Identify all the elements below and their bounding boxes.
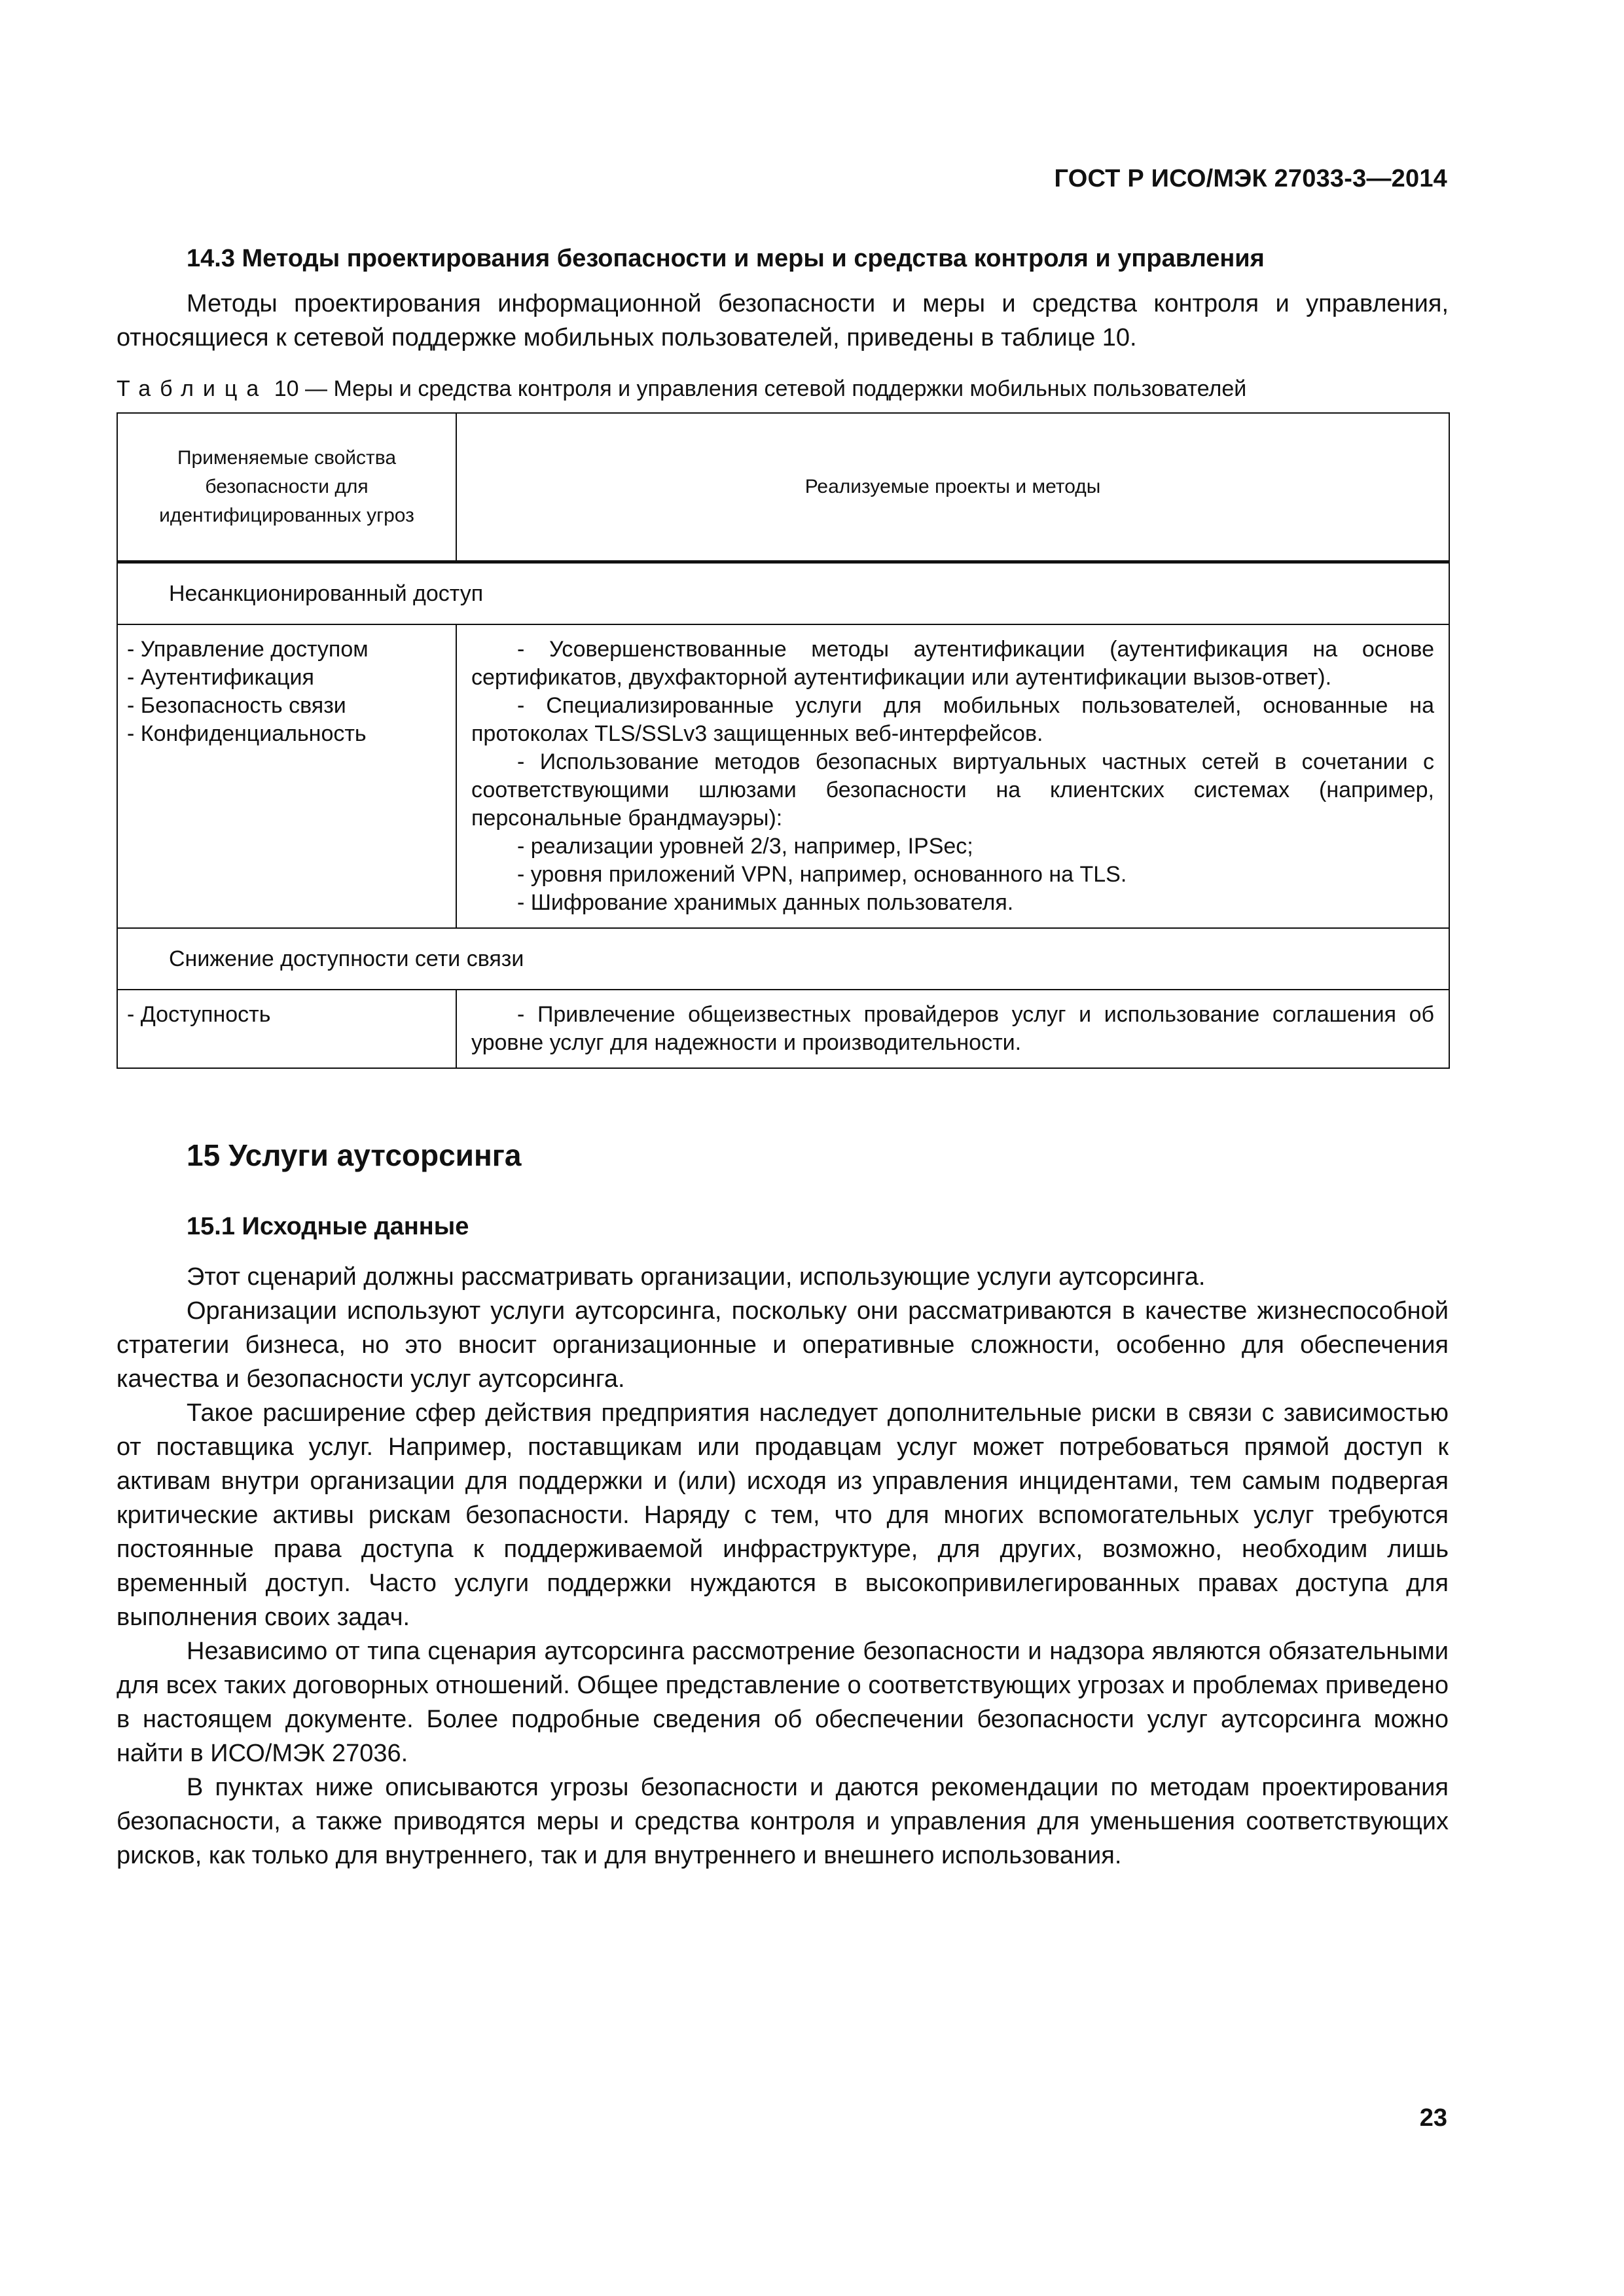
- table-caption: [117, 374, 1449, 403]
- property-item: - Доступность: [127, 1002, 271, 1027]
- method-item: - уровня приложений VPN, например, основанного на TLS.: [517, 862, 1127, 887]
- section-14-3-title: 14.3 Методы проектирования безопасности и меры и средства контроля и управления: [187, 245, 1265, 272]
- table-section-title: Несанкционированный доступ: [117, 562, 1449, 625]
- method-item: - Использование методов безопасных виртуальных частных сетей в сочетании с соответствующими шлюзами безопасности на клиентских системах (например, персональные брандмауэры):: [471, 749, 1434, 831]
- property-item: - Аутентификация: [127, 665, 314, 690]
- properties-cell: [117, 624, 456, 928]
- body-paragraph: Организации используют услуги аутсорсинга, поскольку они рассматриваются в качестве жизнеспособной стратегии бизнеса, но это вносит организационные и оперативные сложности, особенно для обеспечения качества и безопасности услуг аутсорсинга.: [117, 1297, 1449, 1393]
- table-row: [117, 990, 1449, 1068]
- methods-cell: [456, 990, 1449, 1068]
- table-caption-text: 10 — Меры и средства контроля и управления сетевой поддержки мобильных пользователей: [274, 376, 1247, 401]
- document-code-header: ГОСТ Р ИСО/МЭК 27033-3—2014: [1054, 165, 1447, 192]
- table-section-row: [117, 928, 1449, 990]
- table-caption-label: Таблица: [117, 376, 268, 401]
- controls-table: [117, 412, 1450, 1069]
- column-header-properties: Применяемые свойства безопасности для идентифицированных угроз: [117, 413, 456, 562]
- method-item: - Усовершенствованные методы аутентификации (аутентификация на основе сертификатов, двухфакторной аутентификации или аутентификации вызов-ответ).: [471, 637, 1434, 690]
- method-item: - реализации уровней 2/3, например, IPSec;: [517, 834, 973, 859]
- property-item: - Управление доступом: [127, 637, 369, 662]
- page-number: 23: [1419, 2104, 1447, 2132]
- table-row: [117, 624, 1449, 928]
- body-paragraph: Такое расширение сфер действия предприятия наследует дополнительные риски в связи с зависимостью от поставщика услуг. Например, поставщикам или продавцам услуг может потребоваться прямой доступ к активам внутри организации для поддержки и (или) исходя из управления инцидентами, тем самым подвергая критические активы рискам безопасности. Наряду с тем, что для многих вспомогательных услуг требуются постоянные права доступа к поддерживаемой инфраструктуре, для других, возможно, необходим лишь временный доступ. Часто услуги поддержки нуждаются в высокопривилегированных правах доступа для выполнения своих задач.: [117, 1399, 1449, 1631]
- property-item: - Безопасность связи: [127, 693, 346, 718]
- column-header-methods: Реализуемые проекты и методы: [456, 413, 1449, 562]
- section-15-1-title: 15.1 Исходные данные: [187, 1213, 469, 1240]
- methods-cell: [456, 624, 1449, 928]
- method-item: - Шифрование хранимых данных пользователя.: [517, 890, 1014, 915]
- method-item: - Привлечение общеизвестных провайдеров услуг и использование соглашения об уровне услуг для надежности и производительности.: [471, 1002, 1434, 1055]
- body-paragraph: Этот сценарий должны рассматривать организации, использующие услуги аутсорсинга.: [187, 1263, 1206, 1291]
- table-header-row: [117, 413, 1449, 562]
- body-paragraph: В пунктах ниже описываются угрозы безопасности и даются рекомендации по методам проектирования безопасности, а также приводятся меры и средства контроля и управления для уменьшения соответствующих рисков, как только для внутреннего, так и для внутреннего и внешнего использования.: [117, 1774, 1449, 1869]
- body-paragraph: Независимо от типа сценария аутсорсинга рассмотрение безопасности и надзора являются обязательными для всех таких договорных отношений. Общее представление о соответствующих угрозах и проблемах приведено в настоящем документе. Более подробные сведения об обеспечении безопасности услуг аутсорсинга можно найти в ИСО/МЭК 27036.: [117, 1638, 1449, 1767]
- page-content: [117, 242, 1449, 1873]
- section-14-3-intro: Методы проектирования информационной безопасности и меры и средства контроля и управления, относящиеся к сетевой поддержке мобильных пользователей, приведены в таблице 10.: [117, 290, 1449, 351]
- properties-cell: [117, 990, 456, 1068]
- table-section-row: [117, 562, 1449, 625]
- property-item: - Конфиденциальность: [127, 721, 367, 746]
- table-section-title: Снижение доступности сети связи: [117, 928, 1449, 990]
- method-item: - Специализированные услуги для мобильных пользователей, основанные на протоколах TLS/SSLv3 защищенных веб-интерфейсов.: [471, 693, 1434, 746]
- section-15-title: 15 Услуги аутсорсинга: [187, 1138, 522, 1172]
